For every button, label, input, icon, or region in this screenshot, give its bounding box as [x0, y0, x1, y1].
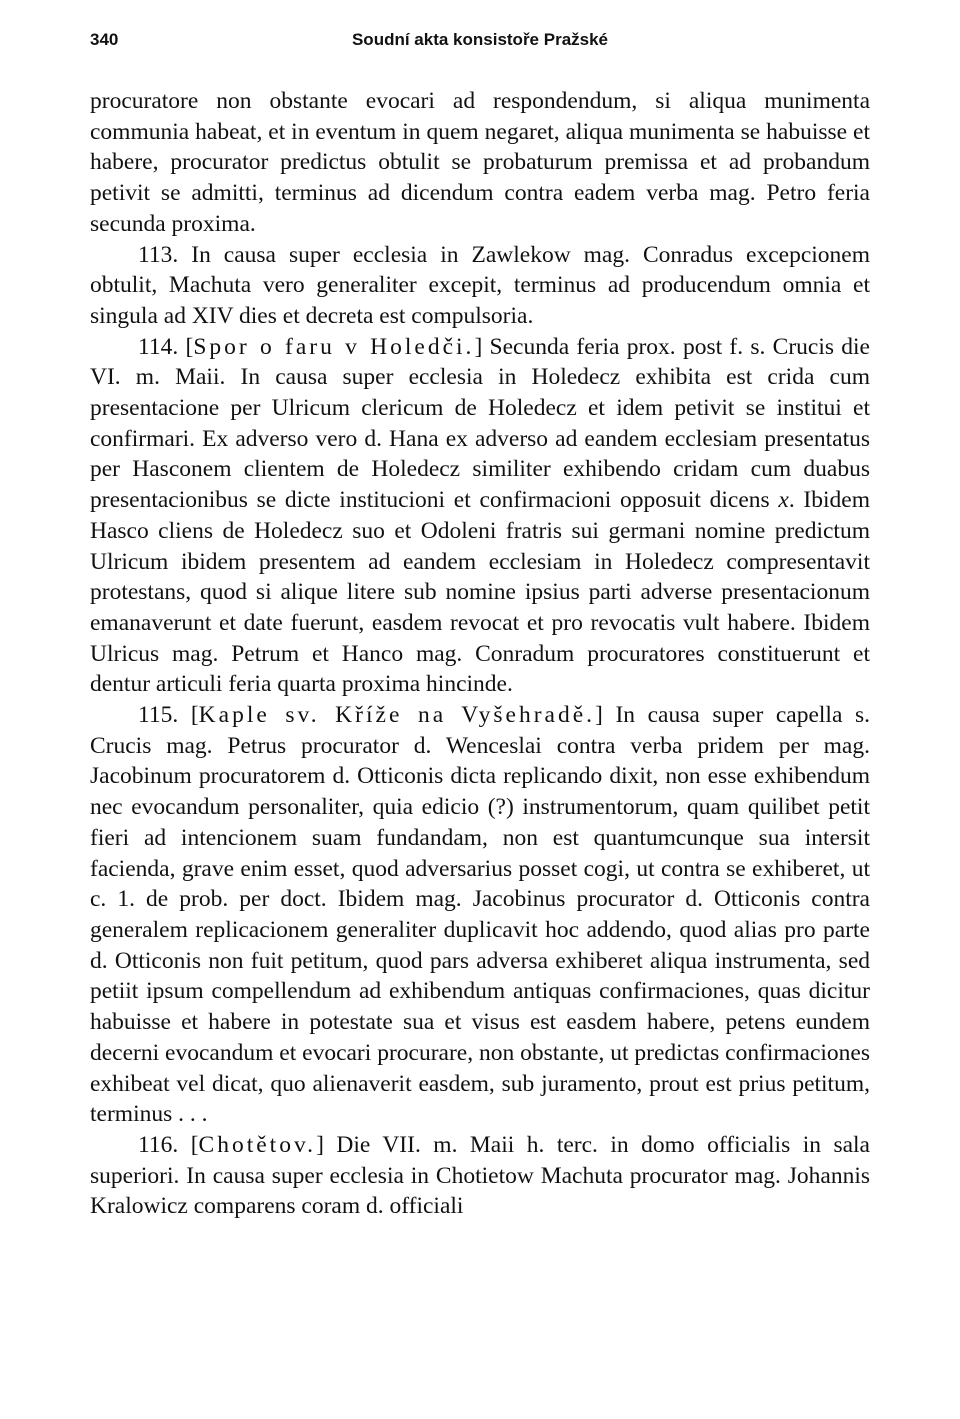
document-body [90, 86, 870, 1222]
text-run: procuratore non obstante evocari ad respondendum, si aliqua munimenta communia habeat, et in eventum in quem negaret, aliqua munimenta se habuisse et habere, procurator predictus obtulit se probaturum premissa et ad probandum petivit se admitti, terminus ad dicendum contra eadem verba mag. Petro feria secunda proxima. [90, 88, 870, 237]
text-run: 116. [ [138, 1131, 199, 1158]
text-run: ] In causa super capella s. Crucis mag. Petrus procurator d. Wenceslai contra verba pridem per mag. Jacobinum procuratorem d. Otticonis dicta replicando dixit, non esse exhibendum nec evocandum personaliter, quia edicio (?) instrumentorum, quam quilibet petit fieri ad intencionem suam fundandam, non est quantumcunque sua intersit facienda, grave enim esset, quod adversarius posset cogi, ut contra se exhiberet, ut c. 1. de prob. per doct. Ibidem mag. Jacobinus procurator d. Otticonis contra generalem replicacionem generaliter duplicavit hoc addendo, quod alias pro parte d. Otticonis non fuit petitum, quod pars adversa exhiberet aliqua instrumenta, sed petiit ipsum compellendum ad exhibendum antiquas confirmaciones, quas dicitur habuisse et habere in potestate sua et visus est easdem habere, petens eundem decerni evocandum et evocari procurare, non obstante, ut predictas confirmaciones exhibeat vel dicat, quo alienaverit easdem, sub juramento, prout est prius petitum, terminus . . . [90, 702, 870, 1128]
text-run: . Ibidem Hasco cliens de Holedecz suo et Odoleni fratris sui germani nomine predictum Ulricum ibidem presentem ad eandem ecclesiam in Holedecz compresentavit protestans, quod si alique litere sub nomine ipsius parti adverse presentacionum emanaverunt et date fuerunt, easdem revocat et pro revocatis vult habere. Ibidem Ulricus mag. Petrum et Hanco mag. Conradum procuratores constituerunt et dentur articuli feria quarta proxima hincinde. [90, 487, 870, 698]
entry-heading: Spor o faru v Holedči. [193, 333, 475, 360]
text-run: ] Die VII. m. Maii h. terc. in domo officialis in sala superiori. In causa super ecclesia in Chotietow Machuta procurator mag. Johannis Kralowicz comparens coram d. officiali [90, 1131, 870, 1220]
running-title: Soudní akta konsistoře Pražské [351, 30, 609, 49]
entry-heading: Chotětov. [198, 1131, 317, 1158]
document-page [90, 0, 870, 1419]
entry-116 [90, 1130, 870, 1222]
paragraph-continuation [90, 86, 870, 240]
text-run: 114. [ [138, 333, 194, 360]
italic-mark: x [778, 487, 789, 514]
text-run: ] Secunda feria prox. post f. s. Crucis die VI. m. Maii. In causa super ecclesia in Holedecz exhibita est crida cum presentacione per Ulricum clericum de Holedecz et idem petivit se institui et confirmari. Ex adverso vero d. Hana ex adverso ad eandem ecclesiam presentatus per Hasconem clientem de Holedecz similiter exhibendo cridam cum duabus presentacionibus se dicte institucioni et confirmacioni opposuit dicens [90, 333, 870, 514]
entry-heading: Kaple sv. Kříže na Vyšehradě. [198, 702, 596, 729]
text-run: 113. In causa super ecclesia in Zawlekow mag. Conradus excepcionem obtulit, Machuta vero generaliter excepit, terminus ad producendum omnia et singula ad XIV dies et decreta est compulsoria. [90, 241, 870, 329]
entry-115 [90, 700, 870, 1130]
entry-114 [90, 332, 870, 700]
text-run: 115. [ [138, 702, 199, 729]
page-header [90, 30, 870, 60]
page-number: 340 [90, 30, 119, 49]
entry-113 [90, 240, 870, 332]
